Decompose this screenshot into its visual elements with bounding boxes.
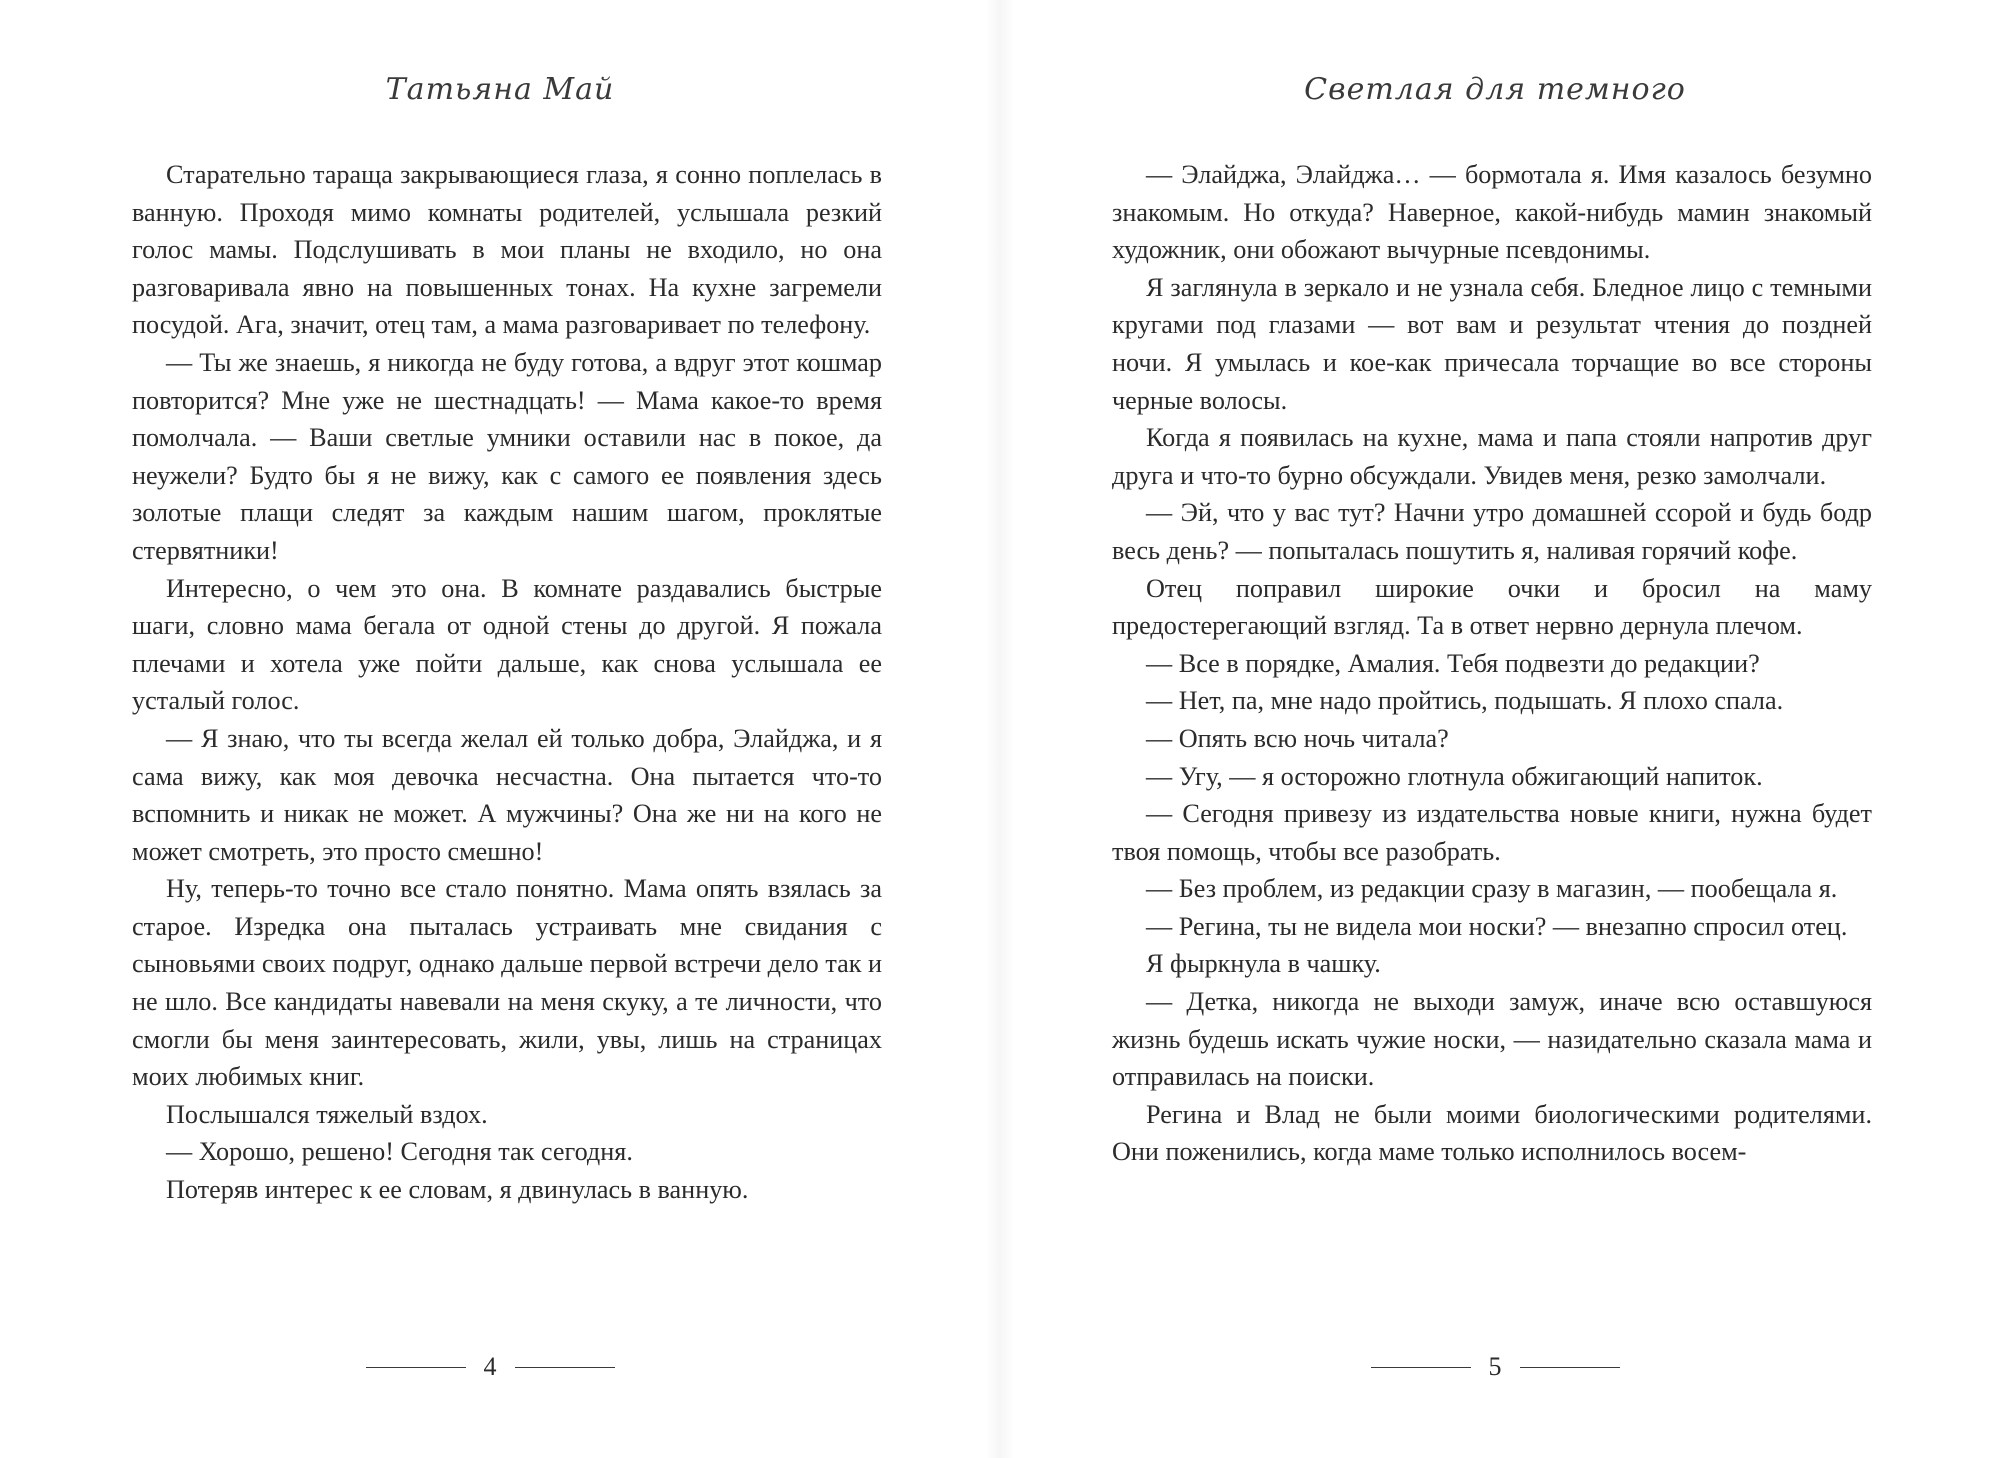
paragraph: Старательно тараща закрывающиеся глаза, я сонно поплелась в ванную. Проходя мимо комнаты родителей, услышала резкий голос мамы. Подслушивать в мои планы не входило, но она разговаривала явно на повышенных тонах. На кухне загремели посудой. Ага, значит, отец там, а мама разговаривает по телефону. [132,160,882,340]
left-folio [110,1352,870,1382]
paragraph: — Регина, ты не видела мои носки? — внезапно спросил отец. [1146,911,1848,941]
paragraph: Когда я появилась на кухне, мама и папа стояли напротив друг друга и что-то бурно обсуждали. Увидев меня, резко замолчали. [1112,423,1872,490]
paragraph: Я фыркнула в чашку. [1146,949,1381,979]
left-page-text [132,156,882,1209]
right-page-text [1112,156,1872,1171]
paragraph: — Все в порядке, Амалия. Тебя подвезти до редакции? [1146,648,1760,678]
paragraph: — Сегодня привезу из издательства новые книги, нужна будет твоя помощь, чтобы все разобрать. [1112,799,1872,866]
paragraph: — Без проблем, из редакции сразу в магазин, — пообещала я. [1146,874,1838,904]
right-running-header: Светлая для темного [1304,72,1686,107]
paragraph: Я заглянула в зеркало и не узнала себя. Бледное лицо с темными кругами под глазами — вот вам и результат чтения до поздней ночи. Я умылась и кое-как причесала торчащие во все стороны черные волосы. [1112,272,1872,415]
paragraph: — Детка, никогда не выходи замуж, иначе всю оставшуюся жизнь будешь искать чужие носки, — назидательно сказала мама и отправилась на поиски. [1112,987,1872,1092]
paragraph: — Эй, что у вас тут? Начни утро домашней ссорой и будь бодр весь день? — попыталась пошутить я, наливая горячий кофе. [1112,498,1872,565]
paragraph: — Я знаю, что ты всегда желал ей только добра, Элайджа, и я сама вижу, как моя девочка несчастна. Она пытается что-то вспомнить и никак не может. А мужчины? Она же ни на кого не может смотреть, это просто смешно! [132,723,882,866]
folio-rule-left [366,1367,466,1368]
paragraph: Отец поправил широкие очки и бросил на маму предостерегающий взгляд. Та в ответ нервно дернула плечом. [1112,573,1872,641]
folio-rule-right [1520,1367,1620,1368]
paragraph: — Угу, — я осторожно глотнула обжигающий напиток. [1146,761,1763,791]
paragraph: — Нет, па, мне надо пройтись, подышать. Я плохо спала. [1146,686,1784,716]
page-number: 5 [1488,1352,1502,1381]
paragraph: — Опять всю ночь читала? [1146,723,1449,753]
left-running-header: Татьяна Май [385,72,615,107]
paragraph: Регина и Влад не были моими биологическими родителями. Они поженились, когда маме только исполнилось восем- [1112,1099,1872,1167]
folio-rule-right [515,1367,615,1368]
paragraph: — Элайджа, Элайджа… — бормотала я. Имя казалось безумно знакомым. Но откуда? Наверное, какой-нибудь мамин знакомый художник, они обожают вычурные псевдонимы. [1112,160,1872,265]
paragraph: Потеряв интерес к ее словам, я двинулась в ванную. [166,1175,749,1205]
right-page [1000,0,2000,1458]
paragraph: Послышался тяжелый вздох. [166,1099,488,1129]
paragraph: Ну, теперь-то точно все стало понятно. Мама опять взялась за старое. Изредка она пыталась устраивать мне свидания с сыновьями своих подруг, однако дальше первой встречи дело так и не шло. Все кандидаты навевали на меня скуку, а те личности, что смогли бы меня заинтересовать, жили, увы, лишь на страницах моих любимых книг. [132,874,882,1092]
paragraph: — Ты же знаешь, я никогда не буду готова, а вдруг этот кошмар повторится? Мне уже не шестнадцать! — Мама какое-то время помолчала. — Ваши светлые умники оставили нас в покое, да неужели? Будто бы я не вижу, как с самого ее появления здесь золотые плащи следят за каждым нашим шагом, проклятые стервятники! [132,347,882,565]
paragraph: — Хорошо, решено! Сегодня так сегодня. [166,1137,633,1167]
folio-rule-left [1371,1367,1471,1368]
paragraph: Интересно, о чем это она. В комнате раздавались быстрые шаги, словно мама бегала от одной стены до другой. Я пожала плечами и хотела уже пойти дальше, как снова услышала ее усталый голос. [132,573,882,716]
page-number: 4 [483,1352,497,1381]
right-folio [1110,1352,1880,1382]
